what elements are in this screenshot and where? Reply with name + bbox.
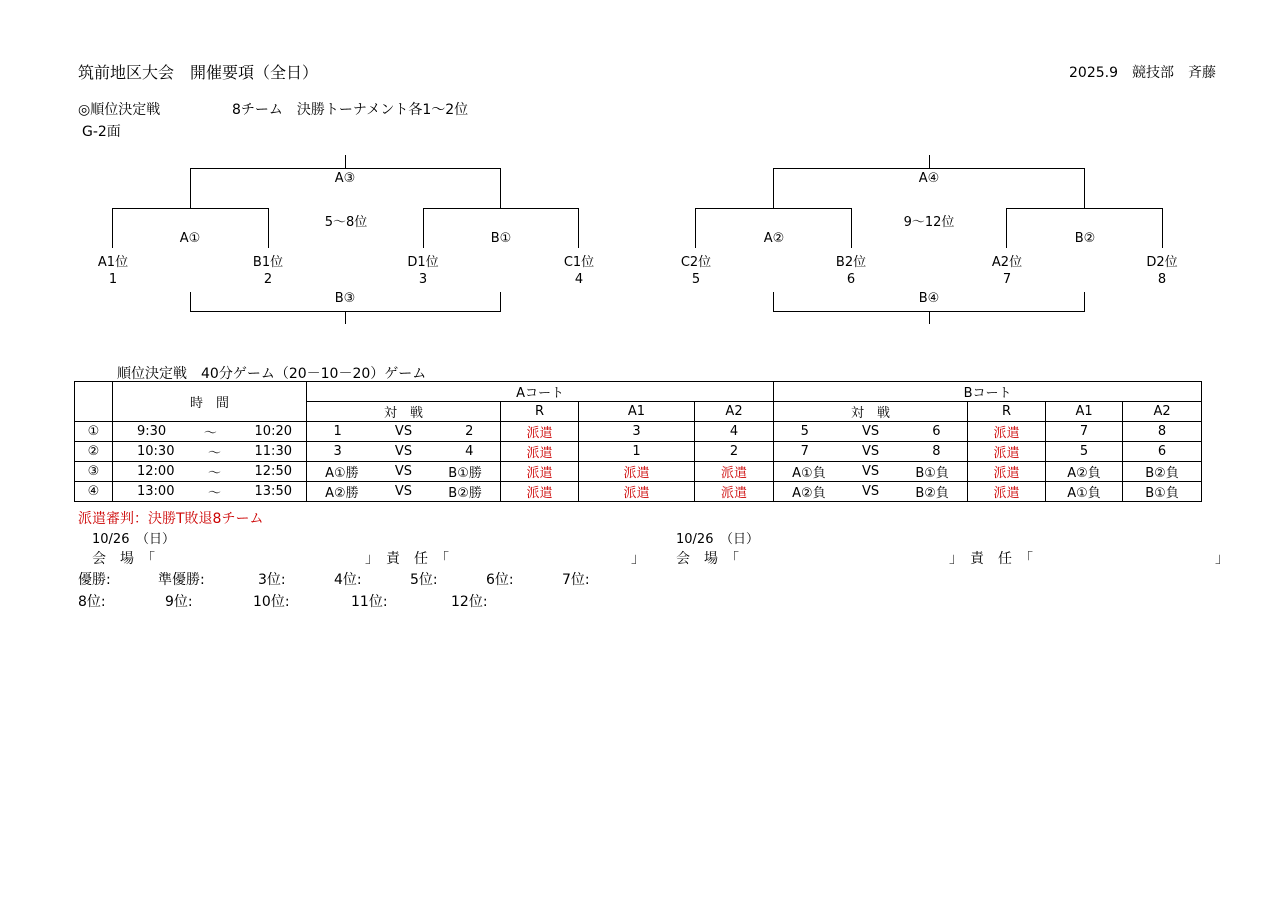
time-cell <box>113 462 307 482</box>
team-1: A①負 <box>792 466 826 481</box>
court-a-referee: 派遣 <box>501 462 579 482</box>
team-2: B①勝 <box>448 466 482 481</box>
end-time: 13:50 <box>254 484 292 499</box>
court-b-a2: B①負 <box>1123 482 1202 502</box>
vs-label: VS <box>861 424 880 439</box>
court-a-match <box>307 442 501 462</box>
court-b-referee: 派遣 <box>968 482 1046 502</box>
start-time: 12:00 <box>137 464 175 479</box>
date-left: 10/26 （日） <box>92 532 175 547</box>
court-b-referee: 派遣 <box>968 422 1046 442</box>
result-slot: 優勝: <box>78 572 111 588</box>
vs-label: VS <box>861 444 880 459</box>
subheader-r: R <box>501 402 579 422</box>
subheader-a2: A2 <box>1123 402 1202 422</box>
bracket-right-match-a: A② <box>763 231 785 246</box>
time-separator: ～ <box>207 486 221 501</box>
team-1: A②勝 <box>325 486 359 501</box>
bracket-team-number: 7 <box>1002 272 1012 287</box>
bracket-right-match-b: B② <box>1074 231 1096 246</box>
time-cell <box>113 422 307 442</box>
vs-label: VS <box>861 484 880 499</box>
row-number: ③ <box>75 462 113 482</box>
court-b-a2: B②負 <box>1123 462 1202 482</box>
subheader-r: R <box>968 402 1046 422</box>
result-slot: 5位: <box>410 572 438 588</box>
bracket-team: C1位 <box>563 255 595 270</box>
header-time: 時 間 <box>113 382 307 422</box>
bracket-right-bottom-label: B④ <box>918 291 940 306</box>
header-blank <box>75 382 113 422</box>
court-a-match <box>307 482 501 502</box>
bracket-left-top-label: A③ <box>334 171 356 186</box>
subheader-match: 対 戦 <box>774 402 968 422</box>
date-right: 10/26 （日） <box>676 532 759 547</box>
court-a-a1: 派遣 <box>579 482 695 502</box>
vs-label: VS <box>394 444 413 459</box>
bracket-team: D1位 <box>407 255 439 270</box>
court-b-a2: 6 <box>1123 442 1202 462</box>
court-a-referee: 派遣 <box>501 422 579 442</box>
court-a-a2: 2 <box>695 442 774 462</box>
court-a-referee: 派遣 <box>501 482 579 502</box>
start-time: 10:30 <box>137 444 175 459</box>
bracket-left-bottom-label: B③ <box>334 291 356 306</box>
court-b-match <box>774 442 968 462</box>
court-a-match <box>307 422 501 442</box>
subheader-a2: A2 <box>695 402 774 422</box>
court-a-a1: 1 <box>579 442 695 462</box>
result-slot: 4位: <box>334 572 362 588</box>
court-b-a1: A②負 <box>1046 462 1123 482</box>
bracket-team-number: 3 <box>418 272 428 287</box>
court-a-match <box>307 462 501 482</box>
subheader-a1: A1 <box>579 402 695 422</box>
end-time: 12:50 <box>254 464 292 479</box>
result-slot: 準優勝: <box>158 572 205 588</box>
team-1: A②負 <box>792 486 826 501</box>
section-description: 8チーム 決勝トーナメント各1～2位 <box>232 102 469 118</box>
team-1: 7 <box>800 444 809 459</box>
bracket-team: A1位 <box>97 255 129 270</box>
row-number: ④ <box>75 482 113 502</box>
court-b-match <box>774 422 968 442</box>
time-cell <box>113 442 307 462</box>
court-b-a1: 7 <box>1046 422 1123 442</box>
result-slot: 6位: <box>486 572 514 588</box>
page-title: 筑前地区大会 開催要項（全日） <box>78 63 319 82</box>
section-heading: ◎順位決定戦 <box>78 102 161 118</box>
time-separator: ～ <box>203 426 217 441</box>
bracket-left-match-a: A① <box>179 231 201 246</box>
result-slot: 9位: <box>165 594 193 610</box>
result-slot: 8位: <box>78 594 106 610</box>
table-row <box>75 482 1202 502</box>
header-court-b: Bコート <box>774 382 1202 402</box>
court-a-a1: 派遣 <box>579 462 695 482</box>
court-a-a2: 派遣 <box>695 482 774 502</box>
court-b-a1: A①負 <box>1046 482 1123 502</box>
start-time: 9:30 <box>137 424 167 439</box>
result-slot: 12位: <box>451 594 488 610</box>
court-a-a2: 派遣 <box>695 462 774 482</box>
vs-label: VS <box>861 464 880 479</box>
court-b-match <box>774 462 968 482</box>
row-number: ① <box>75 422 113 442</box>
schedule-caption: 順位決定戦 40分ゲーム（20－10－20）ゲーム <box>117 366 427 382</box>
team-2: B②負 <box>915 486 949 501</box>
bracket-team: D2位 <box>1146 255 1178 270</box>
bracket-team-number: 8 <box>1157 272 1167 287</box>
end-time: 11:30 <box>254 444 292 459</box>
court-b-a1: 5 <box>1046 442 1123 462</box>
team-1: A①勝 <box>325 466 359 481</box>
bracket-right-top-label: A④ <box>918 171 940 186</box>
court-b-referee: 派遣 <box>968 442 1046 462</box>
vs-label: VS <box>394 424 413 439</box>
author-info: 2025.9 競技部 斉藤 <box>1069 65 1216 81</box>
team-1: 1 <box>333 424 342 439</box>
court-b-match <box>774 482 968 502</box>
start-time: 13:00 <box>137 484 175 499</box>
vs-label: VS <box>394 464 413 479</box>
team-1: 3 <box>333 444 342 459</box>
referee-note: 派遣審判：決勝T敗退8チーム <box>78 511 264 527</box>
schedule-table <box>74 381 1202 502</box>
bracket-team-number: 6 <box>846 272 856 287</box>
time-separator: ～ <box>207 466 221 481</box>
table-row <box>75 422 1202 442</box>
result-slot: 7位: <box>562 572 590 588</box>
court-b-a2: 8 <box>1123 422 1202 442</box>
table-row <box>75 462 1202 482</box>
bracket-team: B1位 <box>252 255 284 270</box>
result-slot: 10位: <box>253 594 290 610</box>
team-2: 6 <box>932 424 941 439</box>
subheader-a1: A1 <box>1046 402 1123 422</box>
bracket-team: A2位 <box>991 255 1023 270</box>
venue-line-left: 会 場 「 」 責 任 「 」 <box>92 551 645 567</box>
bracket-team: B2位 <box>835 255 867 270</box>
bracket-right-range-label: 9～12位 <box>903 215 955 230</box>
team-2: B②勝 <box>448 486 482 501</box>
table-header-row <box>75 382 1202 402</box>
team-2: 2 <box>465 424 474 439</box>
team-2: B①負 <box>915 466 949 481</box>
header-court-a: Aコート <box>307 382 774 402</box>
result-slot: 11位: <box>351 594 388 610</box>
time-cell <box>113 482 307 502</box>
bracket-team: C2位 <box>680 255 712 270</box>
table-row <box>75 442 1202 462</box>
court-a-referee: 派遣 <box>501 442 579 462</box>
row-number: ② <box>75 442 113 462</box>
venue-line-right: 会 場 「 」 責 任 「 」 <box>676 551 1229 567</box>
bracket-team-number: 5 <box>691 272 701 287</box>
bracket-left-match-b: B① <box>490 231 512 246</box>
bracket-team-number: 4 <box>574 272 584 287</box>
court-a-a2: 4 <box>695 422 774 442</box>
result-slot: 3位: <box>258 572 286 588</box>
subheader-match: 対 戦 <box>307 402 501 422</box>
court-label: G-2面 <box>82 124 121 140</box>
bracket-left-range-label: 5～8位 <box>324 215 368 230</box>
team-2: 8 <box>932 444 941 459</box>
end-time: 10:20 <box>254 424 292 439</box>
court-b-referee: 派遣 <box>968 462 1046 482</box>
court-a-a1: 3 <box>579 422 695 442</box>
team-2: 4 <box>465 444 474 459</box>
time-separator: ～ <box>207 446 221 461</box>
team-1: 5 <box>800 424 809 439</box>
vs-label: VS <box>394 484 413 499</box>
bracket-team-number: 1 <box>108 272 118 287</box>
bracket-team-number: 2 <box>263 272 273 287</box>
